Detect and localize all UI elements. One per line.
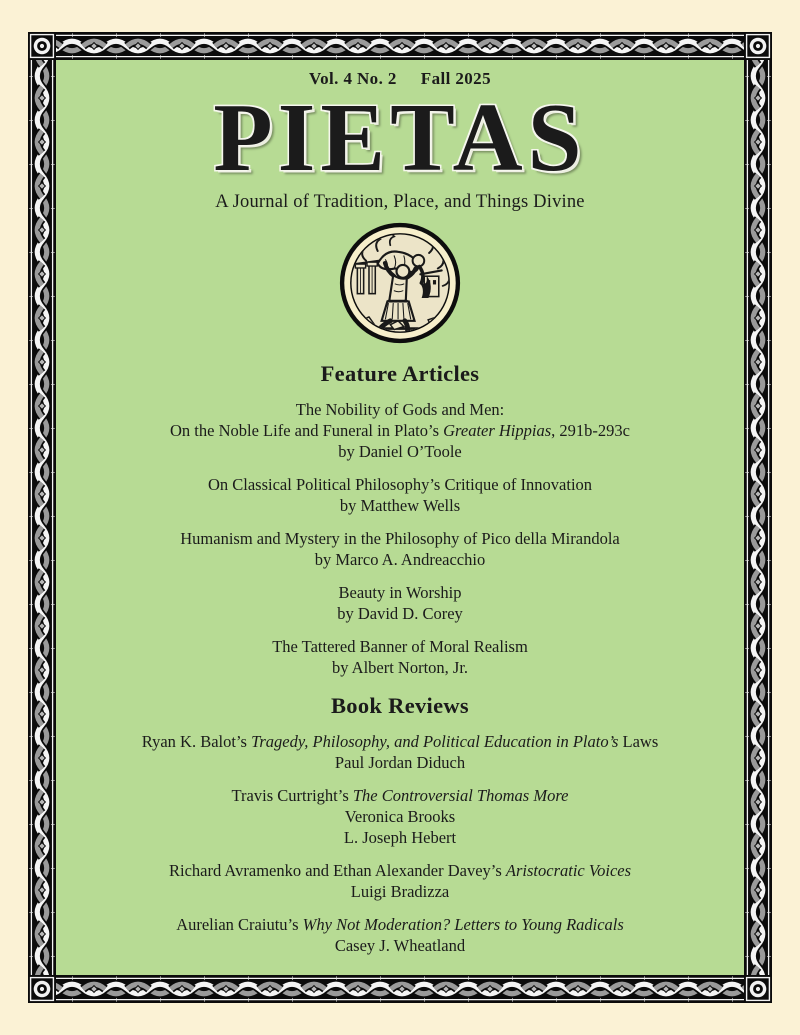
entry-credit-line: by Daniel O’Toole — [338, 441, 462, 461]
entry-title-line — [56, 474, 744, 495]
border-band-top — [28, 32, 772, 60]
entry — [56, 399, 744, 462]
entry-credit-line: Casey J. Wheatland — [334, 935, 466, 955]
journal-subtitle: A Journal of Tradition, Place, and Things Divine — [215, 191, 585, 212]
entry — [56, 582, 744, 624]
entry — [56, 636, 744, 678]
border-band-bottom — [28, 975, 772, 1003]
entry-title-line — [56, 399, 744, 420]
border-band-right — [744, 32, 772, 1003]
title-segment: On the Noble Life and Funeral in Plato’s — [170, 420, 444, 440]
title-segment: Richard Avramenko and Ethan Alexander Davey’s — [168, 860, 506, 880]
title-segment: Laws — [618, 731, 659, 751]
entry-credit-line: Luigi Bradizza — [350, 881, 450, 901]
section-heading: Feature Articles — [320, 360, 480, 386]
entry-title-line — [56, 420, 744, 441]
entry — [56, 914, 744, 956]
title-segment: Ryan K. Balot’s — [141, 731, 252, 751]
title-segment: Humanism and Mystery in the Philosophy of Pico della Mirandola — [180, 528, 620, 548]
aeneas-carrying-anchises-woodcut-icon — [337, 220, 463, 346]
border-corner-bullseye-icon — [28, 975, 56, 1003]
entry-credit-line: by Marco A. Andreacchio — [314, 549, 486, 569]
entry-title-line — [56, 582, 744, 603]
title-segment: The Tattered Banner of Moral Realism — [272, 636, 528, 656]
title-segment: , 291b-293c — [551, 420, 630, 440]
title-italic-segment: Aristocratic Voices — [505, 860, 632, 880]
emblem — [56, 220, 744, 346]
cover-field — [56, 60, 744, 975]
issue-season: Fall 2025 — [420, 69, 491, 88]
title-segment: Travis Curtright’s — [231, 785, 353, 805]
entry — [56, 528, 744, 570]
entry-title-line — [56, 860, 744, 881]
border-corner-bullseye-icon — [28, 32, 56, 60]
entry-credit-line: by David D. Corey — [337, 603, 463, 623]
entry-title-line — [56, 636, 744, 657]
border-corner-bullseye-icon — [744, 975, 772, 1003]
entry-title-line — [56, 528, 744, 549]
title-segment: Beauty in Worship — [338, 582, 462, 602]
border-corner-bullseye-icon — [744, 32, 772, 60]
title-italic-segment: Tragedy, Philosophy, and Political Education in Plato’s — [251, 731, 619, 751]
section-heading: Book Reviews — [331, 692, 469, 718]
title-segment: The Nobility of Gods and Men: — [295, 399, 505, 419]
entry-credit-line: Paul Jordan Diduch — [334, 752, 466, 772]
entry-title-line — [56, 914, 744, 935]
entry — [56, 731, 744, 773]
title-segment: On Classical Political Philosophy’s Critique of Innovation — [207, 474, 593, 494]
border-band-left — [28, 32, 56, 1003]
title-italic-segment: Why Not Moderation? Letters to Young Radicals — [302, 914, 624, 934]
entry-title-line — [56, 731, 744, 752]
title-italic-segment: The Controversial Thomas More — [352, 785, 569, 805]
entry — [56, 860, 744, 902]
journal-title: PIETAS — [213, 84, 587, 191]
entry-credit-line: by Albert Norton, Jr. — [331, 657, 469, 677]
title-segment: Aurelian Craiutu’s — [176, 914, 303, 934]
entry-credit-line: L. Joseph Hebert — [343, 827, 457, 847]
entry-credit-line: by Matthew Wells — [339, 495, 461, 515]
entry-title-line — [56, 785, 744, 806]
title-italic-segment: Greater Hippias — [443, 420, 552, 440]
sections — [56, 361, 744, 956]
entry — [56, 785, 744, 848]
entry-credit-line: Veronica Brooks — [344, 806, 456, 826]
entry — [56, 474, 744, 516]
volume-number: Vol. 4 No. 2 — [309, 69, 397, 88]
